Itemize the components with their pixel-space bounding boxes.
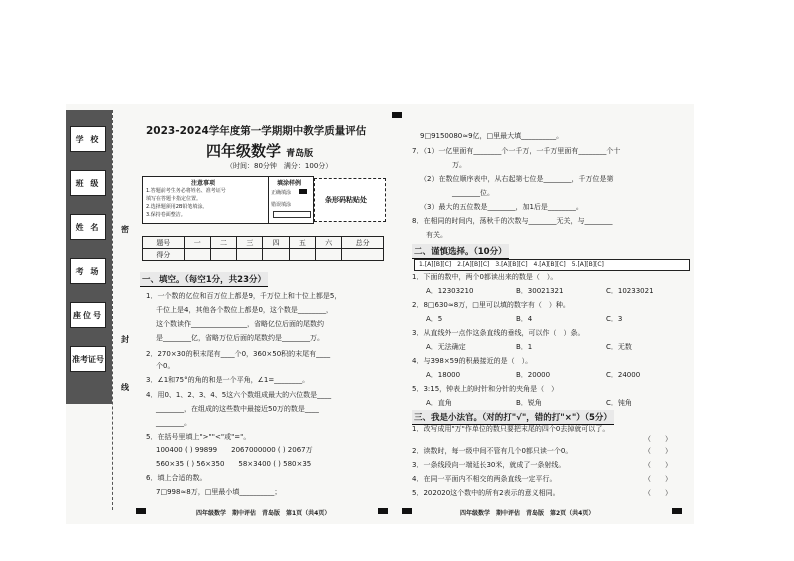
- score-header-cell: 四: [263, 237, 289, 249]
- class-label: 班 级: [70, 170, 106, 196]
- judge-1: 1．改写成用"万"作单位的数只要把末尾的四个0去掉就可以了。: [412, 425, 610, 433]
- barcode-label: 条形码粘贴处: [325, 196, 367, 204]
- choice-3-option-b[interactable]: B．1: [516, 343, 533, 351]
- q5-row-2: 560×35 ( ) 56×350 58×3400 ( ) 580×35: [156, 460, 312, 468]
- choice-4-option-a[interactable]: A．18000: [426, 371, 461, 379]
- barcode-area: [314, 178, 386, 222]
- section-2-heading: 二、谨慎选择。（10分）: [412, 244, 509, 259]
- score-header-cell: 五: [289, 237, 315, 249]
- choice-5-option-c[interactable]: C．钝角: [606, 399, 632, 407]
- q6-line: 6．填上合适的数。: [146, 474, 207, 482]
- page-1-footer: 四年级数学 期中评估 青岛版 第1页（共4页）: [196, 510, 331, 517]
- q2-line-b: 个0。: [156, 362, 175, 370]
- choice-3-option-c[interactable]: C．无数: [606, 343, 632, 351]
- seal-char-mi: 密: [121, 225, 129, 234]
- seal-char-feng: 封: [121, 335, 129, 344]
- q7-line-c: （2）在数位顺序表中，从右起第七位是________，千万位是第: [420, 175, 614, 183]
- wrong-marks: [273, 211, 311, 218]
- school-label: 学 校: [70, 126, 106, 152]
- fill-sample-box: [268, 176, 314, 224]
- edition-label: 青岛版: [286, 149, 314, 159]
- q3-line: 3．∠1和75°的角的和是一个平角，∠1=________。: [146, 376, 310, 384]
- q5-row-1: 100400 ( ) 99899 2067000000 ( ) 2067万: [156, 446, 313, 454]
- choice-2-question: 2．8□630≈8万，□里可以填的数字有（ ）种。: [412, 301, 570, 309]
- filled-mark: [299, 189, 307, 194]
- alignment-mark: [136, 508, 146, 514]
- q7-line-a: 7．（1）一亿里面有________个一千万，一千万里面有________个十: [412, 147, 621, 155]
- page-2-footer: 四年级数学 期中评估 青岛版 第2页（共4页）: [460, 510, 595, 517]
- seal-line: [112, 110, 114, 510]
- alignment-mark: [402, 508, 412, 514]
- alignment-mark: [672, 508, 682, 514]
- choice-1-question: 1．下面的数中，两个0都读出来的数是（ ）。: [412, 273, 558, 281]
- score-header-cell: 三: [237, 237, 263, 249]
- q6-part-b: 9□9150080≈9亿，□里最大填__________。: [420, 132, 564, 140]
- judge-3-answer[interactable]: （ ）: [644, 461, 672, 469]
- choice-5-question: 5．3:15，钟表上的时针和分针的夹角是（ ）: [412, 385, 559, 393]
- q6-part-a: 7□998≈8万，□里最小填__________；: [156, 488, 282, 496]
- choice-5-option-b[interactable]: B．锐角: [516, 399, 542, 407]
- q1-line-b: 千位上是4，其他各个数位上都是0，这个数是________，: [156, 306, 333, 314]
- score-cell[interactable]: [184, 249, 210, 261]
- score-table: [142, 236, 384, 261]
- choice-3-option-a[interactable]: A．无法确定: [426, 343, 466, 351]
- q7-line-d: ________位。: [452, 189, 494, 197]
- exam-title: 2023-2024学年度第一学期期中教学质量评估: [146, 125, 367, 137]
- q1-line-c: 这个数读作________________，省略亿位后面的尾数约: [156, 320, 324, 328]
- choice-1-option-c[interactable]: C．10233021: [606, 287, 654, 295]
- notice-line: 1.答题前考生务必将姓名、准考证号: [146, 188, 226, 194]
- choice-3-question: 3．从直线外一点作这条直线的垂线，可以作（ ）条。: [412, 329, 585, 337]
- score-header-cell: 总分: [342, 237, 384, 249]
- time-note: （时间：80分钟 满分：100分）: [226, 162, 333, 170]
- judge-1-answer[interactable]: （ ）: [644, 435, 672, 443]
- q1-line-a: 1．一个数的亿位和百万位上都是9，千万位上和十位上都是5，: [146, 292, 342, 300]
- choice-4-option-b[interactable]: B．20000: [516, 371, 551, 379]
- name-label: 姓 名: [70, 214, 106, 240]
- fill-right-label: 正确填涂: [271, 190, 292, 196]
- score-row-label: 得分: [143, 249, 185, 261]
- judge-5: 5．202020这个数中的所有2表示的意义相同。: [412, 489, 560, 497]
- score-header-cell: 六: [316, 237, 342, 249]
- score-cell[interactable]: [237, 249, 263, 261]
- choice-2-option-c[interactable]: C．3: [606, 315, 623, 323]
- subject-heading: [206, 140, 313, 161]
- score-header-cell: 题号: [143, 237, 185, 249]
- judge-5-answer[interactable]: （ ）: [644, 489, 672, 497]
- alignment-mark: [392, 112, 402, 118]
- student-info-strip: [66, 110, 112, 404]
- seal-char-xian: 线: [121, 383, 129, 392]
- q4-line-b: ________，在组成的这些数中最接近50万的数是____: [156, 405, 319, 413]
- notice-title: 注意事项: [191, 180, 216, 187]
- subject-title: 四年级数学: [206, 142, 282, 160]
- choice-2-option-b[interactable]: B．4: [516, 315, 533, 323]
- score-header-cell: 一: [184, 237, 210, 249]
- choice-1-option-a[interactable]: A．12303210: [426, 287, 474, 295]
- seat-number-label: 座位号: [70, 302, 106, 328]
- alignment-mark: [378, 508, 388, 514]
- q5-line: 5．在括号里填上">""<"或"="。: [146, 433, 251, 441]
- notice-box: [142, 176, 270, 224]
- q4-line-a: 4．用0、1、2、3、4、5这六个数组成最大的六位数是____: [146, 391, 332, 399]
- answer-card-row[interactable]: 1.[A][B][C] 2.[A][B][C] 3.[A][B][C] 4.[A][B][C] 5.[A][B][C]: [414, 259, 690, 271]
- judge-2: 2．读数时，每一级中间不管有几个0都只读一个0。: [412, 447, 573, 455]
- section-1-heading: 一、填空。（每空1分，共23分）: [140, 272, 268, 287]
- q8-line-b: 有关。: [426, 231, 447, 239]
- q4-line-c: ________。: [156, 419, 191, 427]
- judge-4: 4．在同一平面内不相交的两条直线一定平行。: [412, 475, 557, 483]
- fill-wrong-label: 错误填涂: [271, 202, 292, 208]
- judge-3: 3．一条线段向一端延长30米，就成了一条射线。: [412, 461, 566, 469]
- score-cell[interactable]: [263, 249, 289, 261]
- score-header-cell: 二: [210, 237, 236, 249]
- q7-line-e: （3）最大的五位数是________，加1后是________。: [420, 203, 583, 211]
- fill-sample-title: 填涂样例: [277, 180, 302, 187]
- exam-room-label: 考 场: [70, 258, 106, 284]
- score-cell[interactable]: [342, 249, 384, 261]
- choice-4-option-c[interactable]: C．24000: [606, 371, 641, 379]
- notice-line: 3.保持卷面整洁。: [146, 212, 186, 218]
- choice-5-option-a[interactable]: A．直角: [426, 399, 452, 407]
- admission-number-label: 准考证号: [70, 346, 106, 372]
- judge-2-answer[interactable]: （ ）: [644, 447, 672, 455]
- q7-line-b: 万。: [452, 161, 466, 169]
- q1-line-d: 是________亿，省略万位后面的尾数约是________万。: [156, 334, 324, 342]
- choice-2-option-a[interactable]: A．5: [426, 315, 443, 323]
- q2-line-a: 2．270×30的积末尾有____个0，360×50积的末尾有____: [146, 350, 331, 358]
- score-cell[interactable]: [210, 249, 236, 261]
- section-3-heading: 三、我是小法官。（对的打"√"，错的打"×"）（5分）: [412, 410, 614, 425]
- q8-line-a: 8．在相同的时间内，荡秋千的次数与________无关，与________: [412, 217, 613, 225]
- judge-4-answer[interactable]: （ ）: [644, 475, 672, 483]
- choice-4-question: 4．与398×59的积最接近的是（ ）。: [412, 357, 533, 365]
- notice-line: 填写在答题卡指定位置。: [146, 196, 202, 202]
- score-cell[interactable]: [316, 249, 342, 261]
- score-cell[interactable]: [289, 249, 315, 261]
- notice-line: 2.选择题须用2B铅笔填涂。: [146, 204, 208, 210]
- choice-1-option-b[interactable]: B．30021321: [516, 287, 564, 295]
